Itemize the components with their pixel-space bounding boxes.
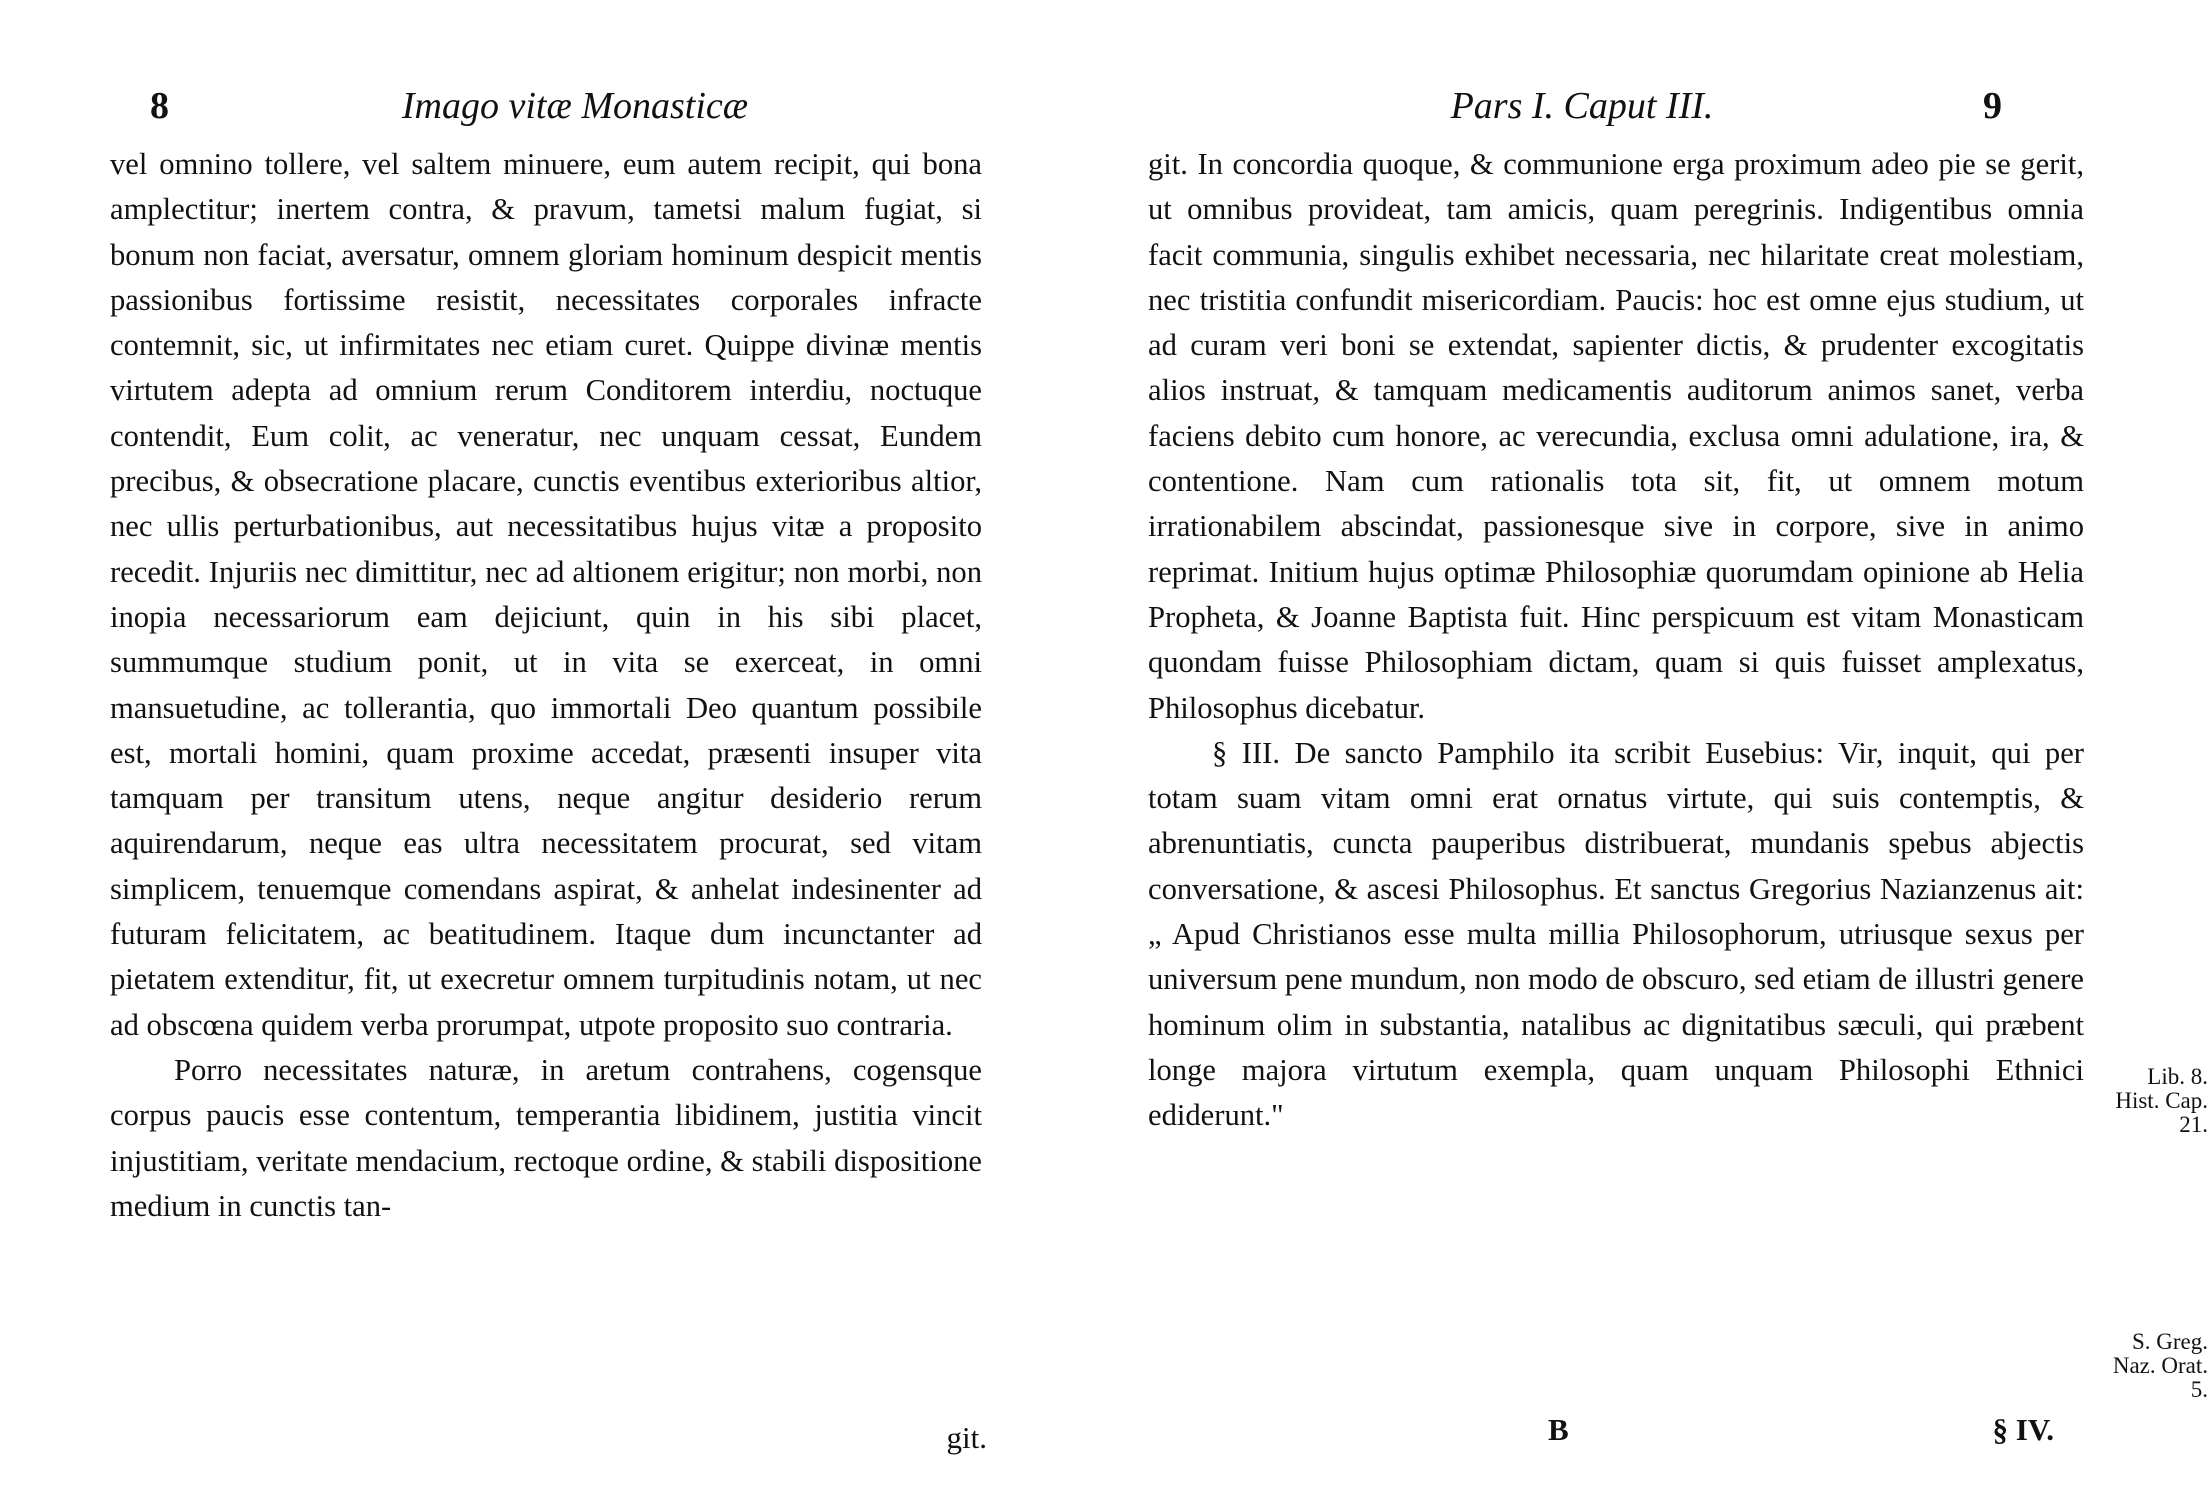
- left-running-title: Imago vitæ Monasticæ: [401, 85, 749, 127]
- left-page: [0, 0, 1082, 1500]
- left-page-number: 8: [150, 85, 169, 127]
- right-running-title: Pars I. Caput III.: [1450, 85, 1714, 127]
- right-page-number: 9: [1983, 85, 2002, 127]
- left-paragraph-1: vel omnino tollere, vel saltem minuere, eum autem recipit, qui bona amplectitur; inertem contra, & pravum, tametsi malum fugiat, si bonum non faciat, aversatur, omnem gloriam hominum despicit mentis passionibus fortissime resistit, necessitates corporales infracte contemnit, sic, ut infirmitates nec etiam curet. Quippe divinæ mentis virtutem adepta ad omnium rerum Conditorem interdiu, noctuque contendit, Eum colit, ac veneratur, nec unquam cessat, Eundem precibus, & obsecratione placare, cunctis eventibus exterioribus altior, nec ullis perturbationibus, aut necessitatibus hujus vitæ a proposito recedit. Injuriis nec dimittitur, nec ad altionem erigitur; non morbi, non inopia necessariorum eam dejiciunt, quin in his sibi placet, summumque studium ponit, ut in vita se exerceat, in omni mansuetudine, ac tollerantia, quo immortali Deo quantum possibile est, mortali homini, quam proxime accedat, præsenti insuper vita tamquam per transitum utens, neque angitur desiderio rerum aquirendarum, neque eas ultra necessitatem procurat, sed vitam simplicem, tenuemque comendans aspirat, & anhelat indesinenter ad futuram felicitatem, ac beatitudinem. Itaque dum incunctanter ad pietatem extenditur, fit, ut execretur omnem turpitudinis notam, ut nec ad obscœna quidem verba prorumpat, utpote proposito suo contraria.: [110, 147, 982, 1042]
- signature-mark: B: [1548, 1412, 1569, 1447]
- right-paragraph-1: git. In concordia quoque, & communione erga proximum adeo pie se gerit, ut omnibus provideat, tam amicis, quam peregrinis. Indigentibus omnia facit communia, singulis exhibet necessaria, nec hilaritate creat molestiam, nec tristitia confundit misericordiam. Paucis: hoc est omne ejus studium, ut ad curam veri boni se extendat, sapienter dictis, & prudenter excogitatis alios instruat, & tamquam medicamentis auditorum animos sanet, verba faciens debito cum honore, ac verecundia, exclusa omni adulatione, ira, & contentione. Nam cum rationalis tota sit, fit, ut omnem motum irrationabilem abscindat, passionesque sive in corpore, sive in animo reprimat. Initium hujus optimæ Philosophiæ quorumdam opinione ab Helia Propheta, & Joanne Baptista fuit. Hinc perspicuum est vitam Monasticam quondam fuisse Philosophiam dictam, quam si quis fuisset amplexatus, Philosophus dicebatur.: [1148, 147, 2084, 725]
- left-catchword: git.: [946, 1420, 987, 1455]
- margin-note-gregory: S. Greg. Naz. Orat. 5.: [2112, 1329, 2208, 1402]
- margin-note-historia: Lib. 8. Hist. Cap. 21.: [2115, 1064, 2208, 1137]
- right-paragraph-2: § III. De sancto Pamphilo ita scribit Eusebius: Vir, inquit, qui per totam suam vitam omni erat ornatus virtute, qui suis contemptis, & abrenuntiatis, cuncta pauperibus distribuerat, mundanis spebus abjectis conversatione, & ascesi Philosophus. Et sanctus Gregorius Nazianzenus ait: „ Apud Christianos esse multa millia Philosophorum, utriusque sexus per universum pene mundum, non modo de obscuro, sed etiam de illustri genere hominum olim in substantia, natalibus ac dignitatibus sæculi, qui præbent longe majora virtutum exempla, quam unquam Philosophi Ethnici ediderunt.": [1148, 735, 2084, 1133]
- right-catchword: § IV.: [1992, 1412, 2054, 1447]
- right-page: [1082, 0, 2208, 1500]
- left-body-text: [110, 142, 982, 1457]
- left-paragraph-2: Porro necessitates naturæ, in aretum contrahens, cogensque corpus paucis esse contentum, temperantia libidinem, justitia vincit injustitiam, veritate mendacium, rectoque ordine, & stabili dispositione medium in cunctis tan-: [110, 1052, 982, 1223]
- right-body-text: [1148, 142, 2084, 1382]
